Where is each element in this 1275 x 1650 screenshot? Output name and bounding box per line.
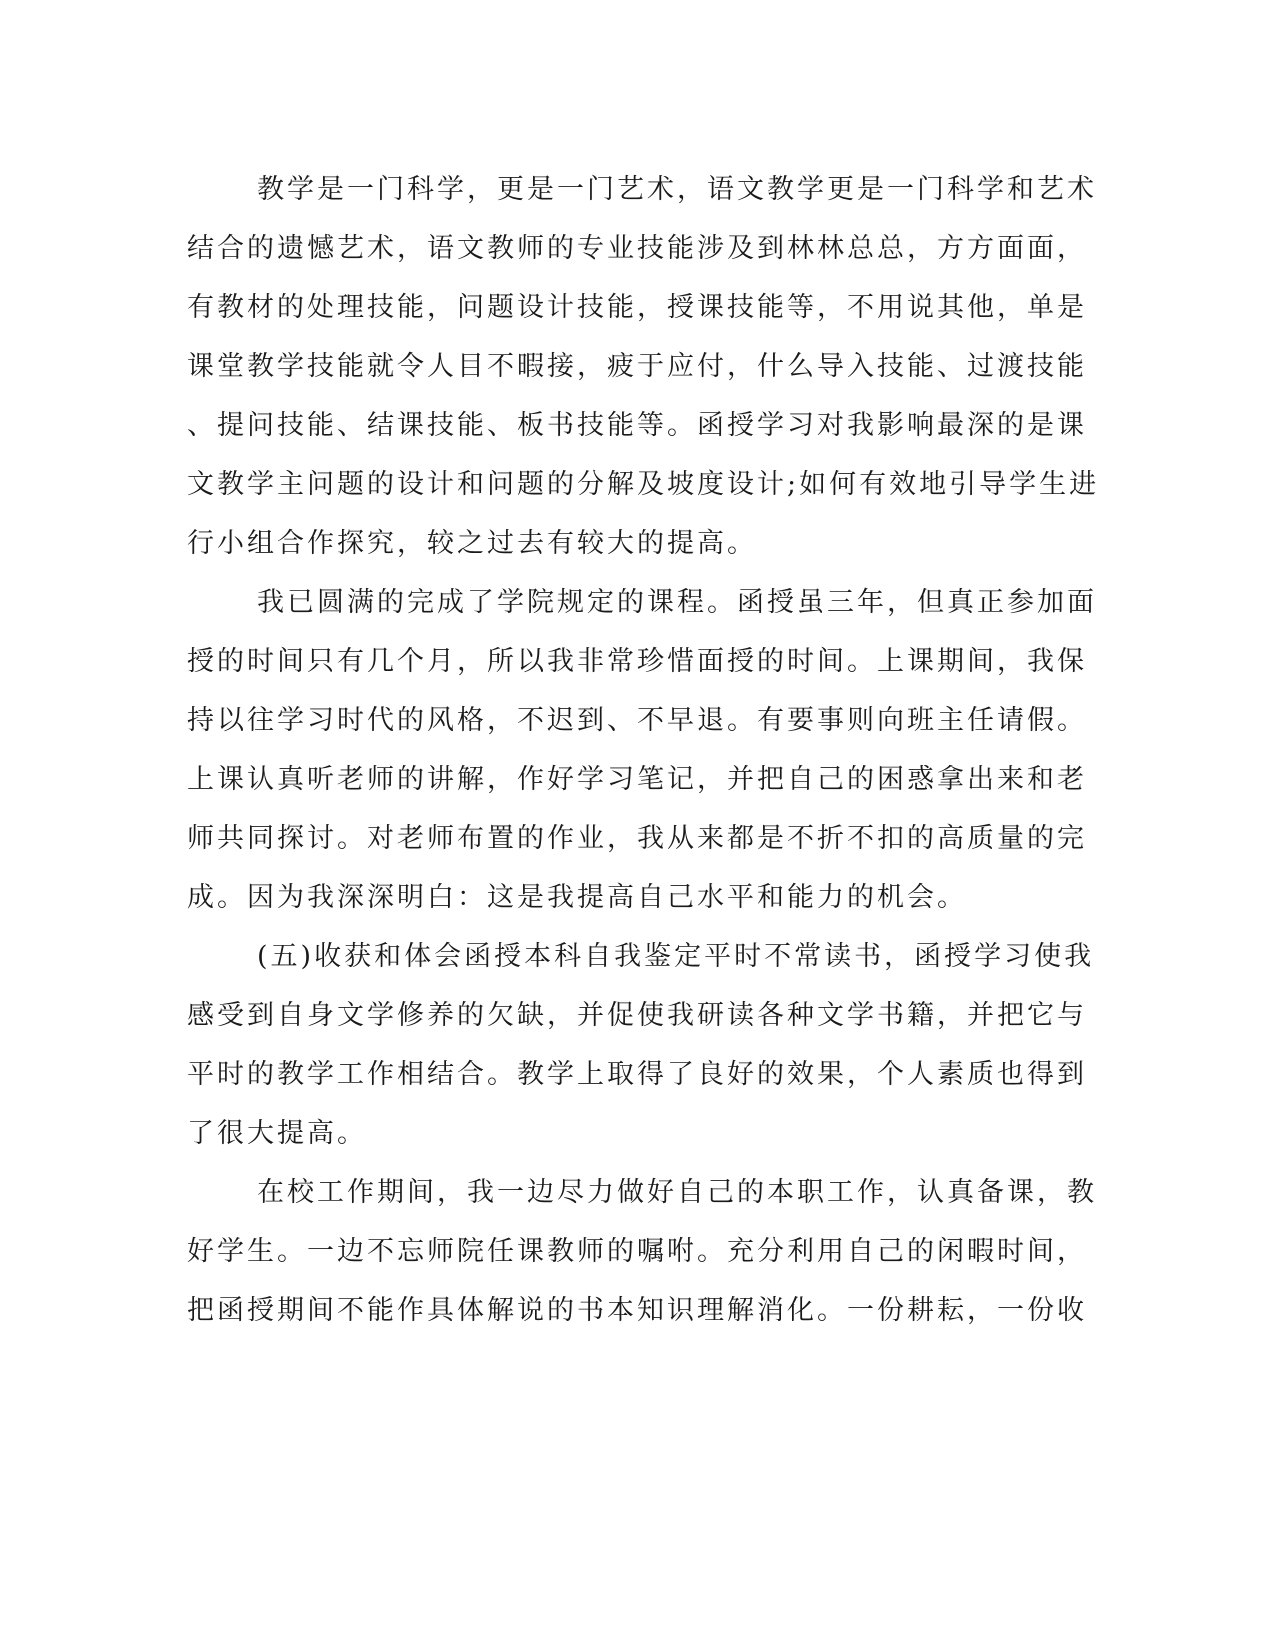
text-line: (五)收获和体会函授本科自我鉴定平时不常读书，函授学习使我 (257, 941, 1095, 972)
text-line: 持以往学习时代的风格，不迟到、不早退。有要事则向班主任请假。 (187, 705, 1087, 736)
text-line: 教学是一门科学，更是一门艺术，语文教学更是一门科学和艺术 (257, 174, 1097, 205)
text-line: 好学生。一边不忘师院任课教师的嘱咐。充分利用自己的闲暇时间， (187, 1236, 1087, 1267)
text-line: 感受到自身文学修养的欠缺，并促使我研读各种文学书籍，并把它与 (187, 1000, 1087, 1031)
paragraph-3 (187, 927, 1095, 1163)
text-line: 课堂教学技能就令人目不暇接，疲于应付，什么导入技能、过渡技能 (187, 351, 1087, 382)
text-line: 我已圆满的完成了学院规定的课程。函授虽三年，但真正参加面 (257, 587, 1097, 618)
text-line: 在校工作期间，我一边尽力做好自己的本职工作，认真备课，教 (257, 1177, 1097, 1208)
paragraph-1 (187, 160, 1100, 573)
text-line: 了很大提高。 (187, 1118, 367, 1149)
text-line: 平时的教学工作相结合。教学上取得了良好的效果，个人素质也得到 (187, 1059, 1087, 1090)
text-line: 成。因为我深深明白：这是我提高自己水平和能力的机会。 (187, 882, 967, 913)
text-line: 、提问技能、结课技能、板书技能等。函授学习对我影响最深的是课 (187, 410, 1087, 441)
text-line: 文教学主问题的设计和问题的分解及坡度设计;如何有效地引导学生进 (187, 469, 1100, 500)
text-line: 师共同探讨。对老师布置的作业，我从来都是不折不扣的高质量的完 (187, 823, 1087, 854)
text-line: 结合的遗憾艺术，语文教师的专业技能涉及到林林总总，方方面面， (187, 233, 1087, 264)
document-body (187, 160, 1100, 1340)
text-line: 上课认真听老师的讲解，作好学习笔记，并把自己的困惑拿出来和老 (187, 764, 1087, 795)
paragraph-4 (187, 1163, 1097, 1340)
text-line: 把函授期间不能作具体解说的书本知识理解消化。一份耕耘，一份收 (187, 1295, 1087, 1326)
text-line: 授的时间只有几个月，所以我非常珍惜面授的时间。上课期间，我保 (187, 646, 1087, 677)
text-line: 有教材的处理技能，问题设计技能，授课技能等，不用说其他，单是 (187, 292, 1087, 323)
paragraph-2 (187, 573, 1097, 927)
text-line: 行小组合作探究，较之过去有较大的提高。 (187, 528, 757, 559)
